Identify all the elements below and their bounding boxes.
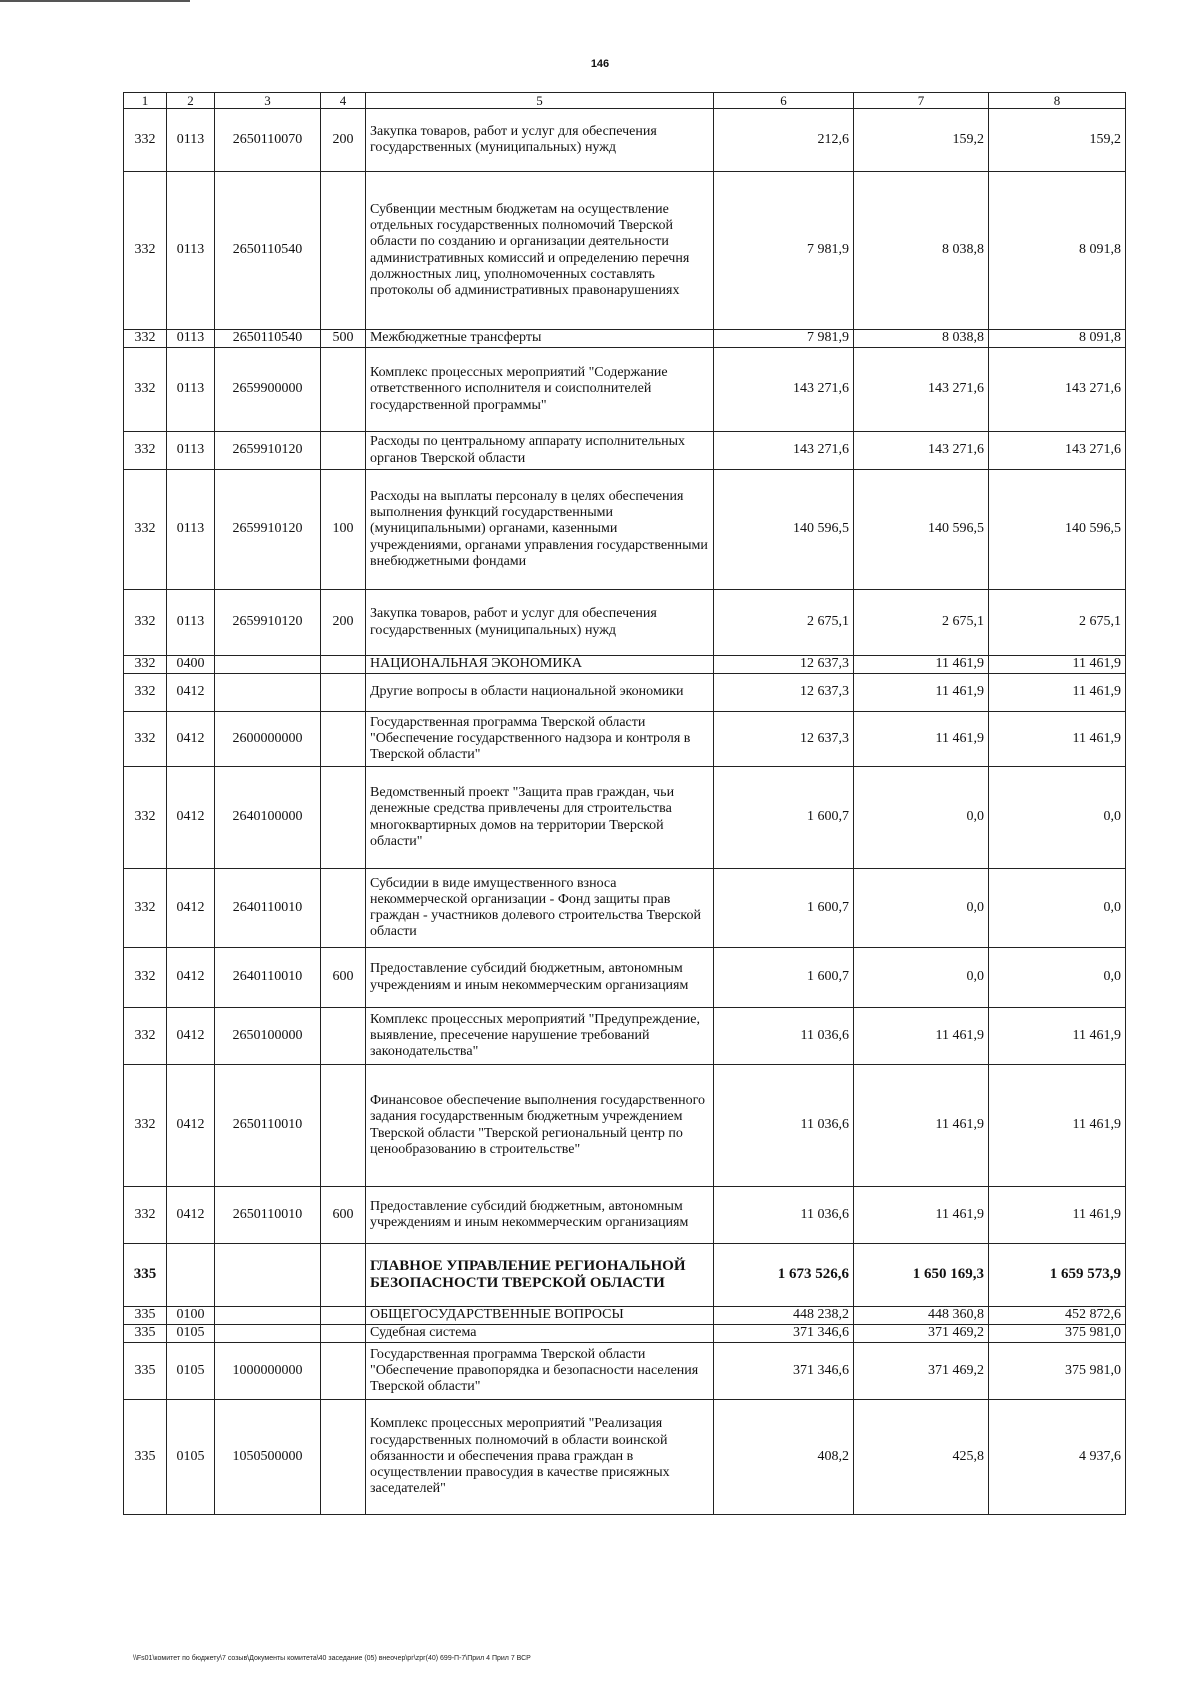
expense-type-cell bbox=[321, 767, 366, 869]
expense-type-cell bbox=[321, 1343, 366, 1400]
section-code-cell: 0105 bbox=[167, 1400, 215, 1515]
scan-edge-line bbox=[0, 0, 190, 2]
description-cell: Субвенции местным бюджетам на осуществление отдельных государственных полномочий Тверской области по созданию и организации деятельности административных комиссий и определению перечня должностных лиц, уполномоченных составлять протоколы об административных правонарушениях bbox=[366, 172, 714, 330]
section-code-cell: 0400 bbox=[167, 656, 215, 674]
amount-cell: 375 981,0 bbox=[989, 1343, 1126, 1400]
section-code-cell: 0412 bbox=[167, 1008, 215, 1065]
amount-cell: 7 981,9 bbox=[714, 172, 854, 330]
amount-cell: 11 461,9 bbox=[854, 1187, 989, 1244]
column-header: 8 bbox=[989, 93, 1126, 109]
description-cell: Расходы на выплаты персоналу в целях обеспечения выполнения функций государственными (муниципальными) органами, казенными учреждениями, органами управления государственными внебюджетными фондами bbox=[366, 470, 714, 590]
section-code-cell: 0113 bbox=[167, 172, 215, 330]
expense-type-cell bbox=[321, 1307, 366, 1325]
amount-cell: 11 461,9 bbox=[854, 1008, 989, 1065]
section-code-cell: 0113 bbox=[167, 109, 215, 172]
amount-cell: 12 637,3 bbox=[714, 656, 854, 674]
expense-type-cell: 500 bbox=[321, 330, 366, 348]
table-row bbox=[124, 432, 1126, 470]
amount-cell: 143 271,6 bbox=[989, 432, 1126, 470]
section-code-cell: 0412 bbox=[167, 869, 215, 948]
amount-cell: 452 872,6 bbox=[989, 1307, 1126, 1325]
amount-cell: 12 637,3 bbox=[714, 674, 854, 712]
table-row bbox=[124, 1400, 1126, 1515]
section-code-cell: 0113 bbox=[167, 470, 215, 590]
code-cell: 332 bbox=[124, 1187, 167, 1244]
column-header: 4 bbox=[321, 93, 366, 109]
amount-cell: 143 271,6 bbox=[714, 348, 854, 432]
description-cell: Государственная программа Тверской области "Обеспечение правопорядка и безопасности населения Тверской области" bbox=[366, 1343, 714, 1400]
amount-cell: 11 461,9 bbox=[854, 656, 989, 674]
expense-type-cell bbox=[321, 348, 366, 432]
target-article-cell: 2650110540 bbox=[215, 172, 321, 330]
description-cell: Закупка товаров, работ и услуг для обеспечения государственных (муниципальных) нужд bbox=[366, 109, 714, 172]
table-row bbox=[124, 712, 1126, 767]
section-code-cell: 0113 bbox=[167, 330, 215, 348]
description-cell: Комплекс процессных мероприятий "Реализация государственных полномочий в области воинской обязанности и обеспечения права граждан в осуществлении правосудия в качестве присяжных заседателей" bbox=[366, 1400, 714, 1515]
expense-type-cell bbox=[321, 712, 366, 767]
column-number-row bbox=[124, 93, 1126, 109]
description-cell: Ведомственный проект "Защита прав граждан, чьи денежные средства привлечены для строительства многоквартирных домов на территории Тверской области" bbox=[366, 767, 714, 869]
target-article-cell bbox=[215, 674, 321, 712]
table-row bbox=[124, 109, 1126, 172]
table-row bbox=[124, 1307, 1126, 1325]
section-code-cell: 0105 bbox=[167, 1325, 215, 1343]
amount-cell: 7 981,9 bbox=[714, 330, 854, 348]
column-header: 2 bbox=[167, 93, 215, 109]
code-cell: 335 bbox=[124, 1343, 167, 1400]
code-cell: 332 bbox=[124, 109, 167, 172]
code-cell: 332 bbox=[124, 656, 167, 674]
amount-cell: 140 596,5 bbox=[989, 470, 1126, 590]
section-code-cell: 0412 bbox=[167, 767, 215, 869]
target-article-cell: 2650110540 bbox=[215, 330, 321, 348]
amount-cell: 0,0 bbox=[854, 767, 989, 869]
code-cell: 332 bbox=[124, 470, 167, 590]
column-header: 3 bbox=[215, 93, 321, 109]
section-code-cell: 0113 bbox=[167, 432, 215, 470]
amount-cell: 425,8 bbox=[854, 1400, 989, 1515]
section-code-cell bbox=[167, 1244, 215, 1307]
section-code-cell: 0100 bbox=[167, 1307, 215, 1325]
description-cell: Комплекс процессных мероприятий "Предупреждение, выявление, пресечение нарушение требований законодательства" bbox=[366, 1008, 714, 1065]
footer-file-path: \\Fs01\комитет по бюджету\7 созыв\Документы комитета\40 заседание (05) внеочер\рг\zрг(40) 699-П-7\Прил 4 Прил 7 ВСР bbox=[133, 1655, 531, 1662]
amount-cell: 371 469,2 bbox=[854, 1325, 989, 1343]
amount-cell: 0,0 bbox=[854, 869, 989, 948]
description-cell: Субсидии в виде имущественного взноса некоммерческой организации - Фонд защиты прав граждан - участников долевого строительства Тверской области bbox=[366, 869, 714, 948]
code-cell: 335 bbox=[124, 1244, 167, 1307]
target-article-cell bbox=[215, 1325, 321, 1343]
description-cell: Финансовое обеспечение выполнения государственного задания государственным бюджетным учреждением Тверской области "Тверской региональный центр по ценообразованию в строительстве" bbox=[366, 1065, 714, 1187]
amount-cell: 1 673 526,6 bbox=[714, 1244, 854, 1307]
amount-cell: 371 346,6 bbox=[714, 1343, 854, 1400]
target-article-cell bbox=[215, 656, 321, 674]
table-row bbox=[124, 656, 1126, 674]
amount-cell: 212,6 bbox=[714, 109, 854, 172]
code-cell: 332 bbox=[124, 172, 167, 330]
amount-cell: 0,0 bbox=[989, 767, 1126, 869]
target-article-cell: 2650110070 bbox=[215, 109, 321, 172]
expense-type-cell: 600 bbox=[321, 1187, 366, 1244]
amount-cell: 11 036,6 bbox=[714, 1065, 854, 1187]
expense-type-cell: 200 bbox=[321, 590, 366, 656]
expense-type-cell bbox=[321, 172, 366, 330]
amount-cell: 408,2 bbox=[714, 1400, 854, 1515]
amount-cell: 0,0 bbox=[989, 869, 1126, 948]
amount-cell: 448 360,8 bbox=[854, 1307, 989, 1325]
table-row bbox=[124, 1187, 1126, 1244]
target-article-cell: 1000000000 bbox=[215, 1343, 321, 1400]
target-article-cell: 2650100000 bbox=[215, 1008, 321, 1065]
target-article-cell: 2659910120 bbox=[215, 590, 321, 656]
description-cell: ГЛАВНОЕ УПРАВЛЕНИЕ РЕГИОНАЛЬНОЙ БЕЗОПАСНОСТИ ТВЕРСКОЙ ОБЛАСТИ bbox=[366, 1244, 714, 1307]
target-article-cell: 2659900000 bbox=[215, 348, 321, 432]
target-article-cell: 2600000000 bbox=[215, 712, 321, 767]
amount-cell: 11 461,9 bbox=[989, 1008, 1126, 1065]
amount-cell: 0,0 bbox=[854, 948, 989, 1008]
code-cell: 332 bbox=[124, 330, 167, 348]
table-row bbox=[124, 1343, 1126, 1400]
section-code-cell: 0105 bbox=[167, 1343, 215, 1400]
expense-type-cell bbox=[321, 656, 366, 674]
target-article-cell: 2650110010 bbox=[215, 1187, 321, 1244]
amount-cell: 143 271,6 bbox=[714, 432, 854, 470]
table-row bbox=[124, 1065, 1126, 1187]
code-cell: 335 bbox=[124, 1325, 167, 1343]
amount-cell: 140 596,5 bbox=[714, 470, 854, 590]
amount-cell: 2 675,1 bbox=[989, 590, 1126, 656]
amount-cell: 1 600,7 bbox=[714, 948, 854, 1008]
description-cell: Предоставление субсидий бюджетным, автономным учреждениям и иным некоммерческим организациям bbox=[366, 1187, 714, 1244]
amount-cell: 11 461,9 bbox=[989, 656, 1126, 674]
expense-type-cell: 100 bbox=[321, 470, 366, 590]
target-article-cell bbox=[215, 1244, 321, 1307]
description-cell: ОБЩЕГОСУДАРСТВЕННЫЕ ВОПРОСЫ bbox=[366, 1307, 714, 1325]
expense-type-cell: 600 bbox=[321, 948, 366, 1008]
amount-cell: 11 461,9 bbox=[989, 1065, 1126, 1187]
amount-cell: 1 659 573,9 bbox=[989, 1244, 1126, 1307]
amount-cell: 371 346,6 bbox=[714, 1325, 854, 1343]
amount-cell: 1 600,7 bbox=[714, 869, 854, 948]
code-cell: 332 bbox=[124, 948, 167, 1008]
section-code-cell: 0412 bbox=[167, 948, 215, 1008]
amount-cell: 4 937,6 bbox=[989, 1400, 1126, 1515]
amount-cell: 11 461,9 bbox=[989, 1187, 1126, 1244]
column-header: 7 bbox=[854, 93, 989, 109]
expense-type-cell bbox=[321, 1244, 366, 1307]
code-cell: 332 bbox=[124, 1065, 167, 1187]
expense-type-cell bbox=[321, 1008, 366, 1065]
target-article-cell: 1050500000 bbox=[215, 1400, 321, 1515]
target-article-cell: 2650110010 bbox=[215, 1065, 321, 1187]
expense-type-cell bbox=[321, 869, 366, 948]
target-article-cell: 2640100000 bbox=[215, 767, 321, 869]
amount-cell: 8 038,8 bbox=[854, 330, 989, 348]
table-body bbox=[124, 109, 1126, 1515]
target-article-cell: 2640110010 bbox=[215, 948, 321, 1008]
amount-cell: 8 038,8 bbox=[854, 172, 989, 330]
table-row bbox=[124, 767, 1126, 869]
code-cell: 335 bbox=[124, 1307, 167, 1325]
section-code-cell: 0412 bbox=[167, 1187, 215, 1244]
code-cell: 332 bbox=[124, 767, 167, 869]
table-row bbox=[124, 1244, 1126, 1307]
code-cell: 332 bbox=[124, 590, 167, 656]
amount-cell: 159,2 bbox=[989, 109, 1126, 172]
description-cell: Расходы по центральному аппарату исполнительных органов Тверской области bbox=[366, 432, 714, 470]
table-row bbox=[124, 1325, 1126, 1343]
section-code-cell: 0412 bbox=[167, 674, 215, 712]
amount-cell: 8 091,8 bbox=[989, 330, 1126, 348]
expense-type-cell bbox=[321, 432, 366, 470]
table-row bbox=[124, 590, 1126, 656]
amount-cell: 12 637,3 bbox=[714, 712, 854, 767]
code-cell: 332 bbox=[124, 712, 167, 767]
table-row bbox=[124, 948, 1126, 1008]
code-cell: 332 bbox=[124, 432, 167, 470]
column-header: 5 bbox=[366, 93, 714, 109]
amount-cell: 2 675,1 bbox=[854, 590, 989, 656]
description-cell: Предоставление субсидий бюджетным, автономным учреждениям и иным некоммерческим организациям bbox=[366, 948, 714, 1008]
table-row bbox=[124, 172, 1126, 330]
amount-cell: 1 650 169,3 bbox=[854, 1244, 989, 1307]
page-number: 146 bbox=[590, 58, 610, 70]
section-code-cell: 0113 bbox=[167, 590, 215, 656]
description-cell: Государственная программа Тверской области "Обеспечение государственного надзора и контроля в Тверской области" bbox=[366, 712, 714, 767]
amount-cell: 2 675,1 bbox=[714, 590, 854, 656]
table-row bbox=[124, 470, 1126, 590]
amount-cell: 11 036,6 bbox=[714, 1187, 854, 1244]
expense-type-cell bbox=[321, 1400, 366, 1515]
description-cell: Закупка товаров, работ и услуг для обеспечения государственных (муниципальных) нужд bbox=[366, 590, 714, 656]
table-row bbox=[124, 330, 1126, 348]
code-cell: 332 bbox=[124, 869, 167, 948]
amount-cell: 140 596,5 bbox=[854, 470, 989, 590]
budget-table bbox=[123, 92, 1126, 1515]
column-header: 1 bbox=[124, 93, 167, 109]
target-article-cell bbox=[215, 1307, 321, 1325]
amount-cell: 371 469,2 bbox=[854, 1343, 989, 1400]
code-cell: 332 bbox=[124, 1008, 167, 1065]
description-cell: НАЦИОНАЛЬНАЯ ЭКОНОМИКА bbox=[366, 656, 714, 674]
amount-cell: 11 461,9 bbox=[854, 1065, 989, 1187]
code-cell: 335 bbox=[124, 1400, 167, 1515]
expense-type-cell bbox=[321, 1065, 366, 1187]
code-cell: 332 bbox=[124, 674, 167, 712]
amount-cell: 11 461,9 bbox=[989, 712, 1126, 767]
amount-cell: 1 600,7 bbox=[714, 767, 854, 869]
amount-cell: 143 271,6 bbox=[989, 348, 1126, 432]
amount-cell: 8 091,8 bbox=[989, 172, 1126, 330]
amount-cell: 0,0 bbox=[989, 948, 1126, 1008]
table-row bbox=[124, 1008, 1126, 1065]
amount-cell: 143 271,6 bbox=[854, 348, 989, 432]
description-cell: Комплекс процессных мероприятий "Содержание ответственного исполнителя и соисполнителей государственной программы" bbox=[366, 348, 714, 432]
amount-cell: 159,2 bbox=[854, 109, 989, 172]
column-header: 6 bbox=[714, 93, 854, 109]
expense-type-cell bbox=[321, 1325, 366, 1343]
section-code-cell: 0113 bbox=[167, 348, 215, 432]
description-cell: Межбюджетные трансферты bbox=[366, 330, 714, 348]
code-cell: 332 bbox=[124, 348, 167, 432]
amount-cell: 375 981,0 bbox=[989, 1325, 1126, 1343]
target-article-cell: 2640110010 bbox=[215, 869, 321, 948]
description-cell: Другие вопросы в области национальной экономики bbox=[366, 674, 714, 712]
amount-cell: 11 036,6 bbox=[714, 1008, 854, 1065]
amount-cell: 11 461,9 bbox=[854, 712, 989, 767]
section-code-cell: 0412 bbox=[167, 712, 215, 767]
table-row bbox=[124, 869, 1126, 948]
expense-type-cell: 200 bbox=[321, 109, 366, 172]
expense-type-cell bbox=[321, 674, 366, 712]
table-row bbox=[124, 348, 1126, 432]
target-article-cell: 2659910120 bbox=[215, 470, 321, 590]
amount-cell: 143 271,6 bbox=[854, 432, 989, 470]
table-row bbox=[124, 674, 1126, 712]
target-article-cell: 2659910120 bbox=[215, 432, 321, 470]
amount-cell: 448 238,2 bbox=[714, 1307, 854, 1325]
amount-cell: 11 461,9 bbox=[989, 674, 1126, 712]
section-code-cell: 0412 bbox=[167, 1065, 215, 1187]
description-cell: Судебная система bbox=[366, 1325, 714, 1343]
amount-cell: 11 461,9 bbox=[854, 674, 989, 712]
